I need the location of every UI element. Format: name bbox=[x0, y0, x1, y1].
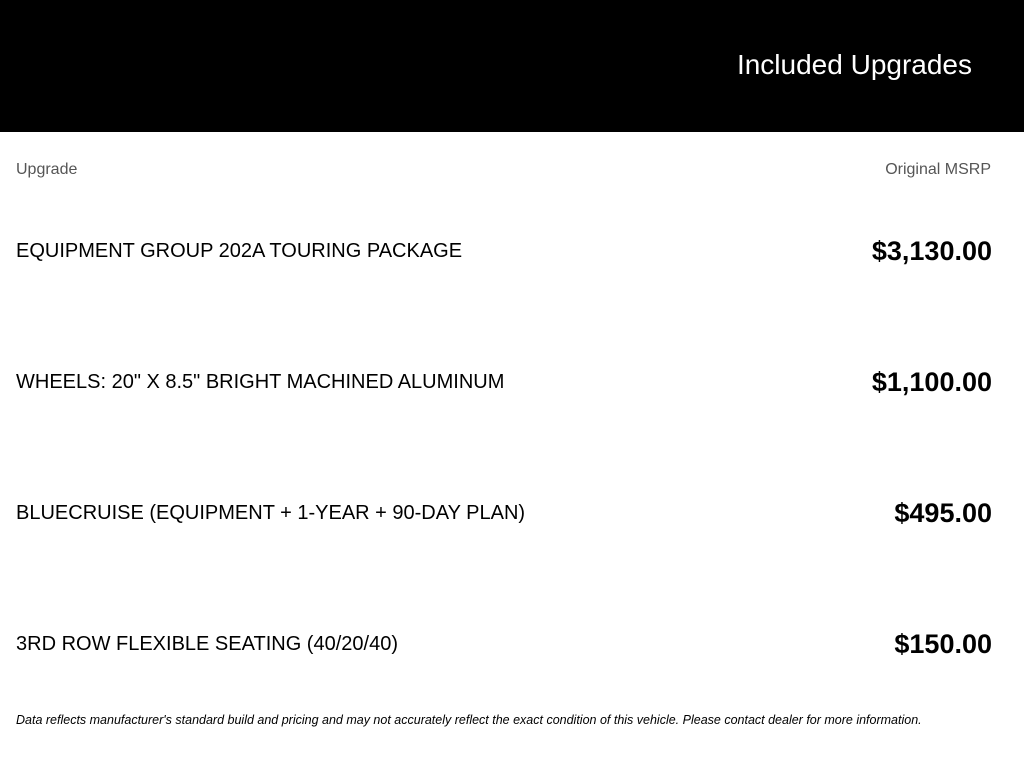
upgrade-row bbox=[16, 361, 992, 401]
upgrade-price: $150.00 bbox=[894, 629, 992, 659]
upgrade-name: 3RD ROW FLEXIBLE SEATING (40/20/40) bbox=[16, 633, 398, 655]
column-headers bbox=[16, 160, 991, 180]
upgrade-name: BLUECRUISE (EQUIPMENT + 1-YEAR + 90-DAY PLAN) bbox=[16, 502, 526, 524]
upgrade-row bbox=[16, 623, 992, 663]
disclaimer-text: Data reflects manufacturer's standard build and pricing and may not accurately reflect the exact condition of this vehicle. Please contact dealer for more information. bbox=[16, 713, 922, 727]
upgrade-row bbox=[16, 492, 992, 532]
upgrade-price: $1,100.00 bbox=[871, 367, 992, 397]
upgrade-price: $3,130.00 bbox=[871, 236, 992, 266]
page-title: Included Upgrades bbox=[736, 49, 972, 80]
column-header-msrp: Original MSRP bbox=[885, 161, 991, 178]
upgrade-name: EQUIPMENT GROUP 202A TOURING PACKAGE bbox=[16, 240, 463, 262]
column-header-upgrade: Upgrade bbox=[16, 161, 78, 178]
header-banner bbox=[0, 0, 1024, 132]
upgrade-price: $495.00 bbox=[894, 498, 992, 528]
upgrade-row bbox=[16, 230, 992, 270]
upgrade-name: WHEELS: 20" X 8.5" BRIGHT MACHINED ALUMINUM bbox=[16, 371, 505, 393]
